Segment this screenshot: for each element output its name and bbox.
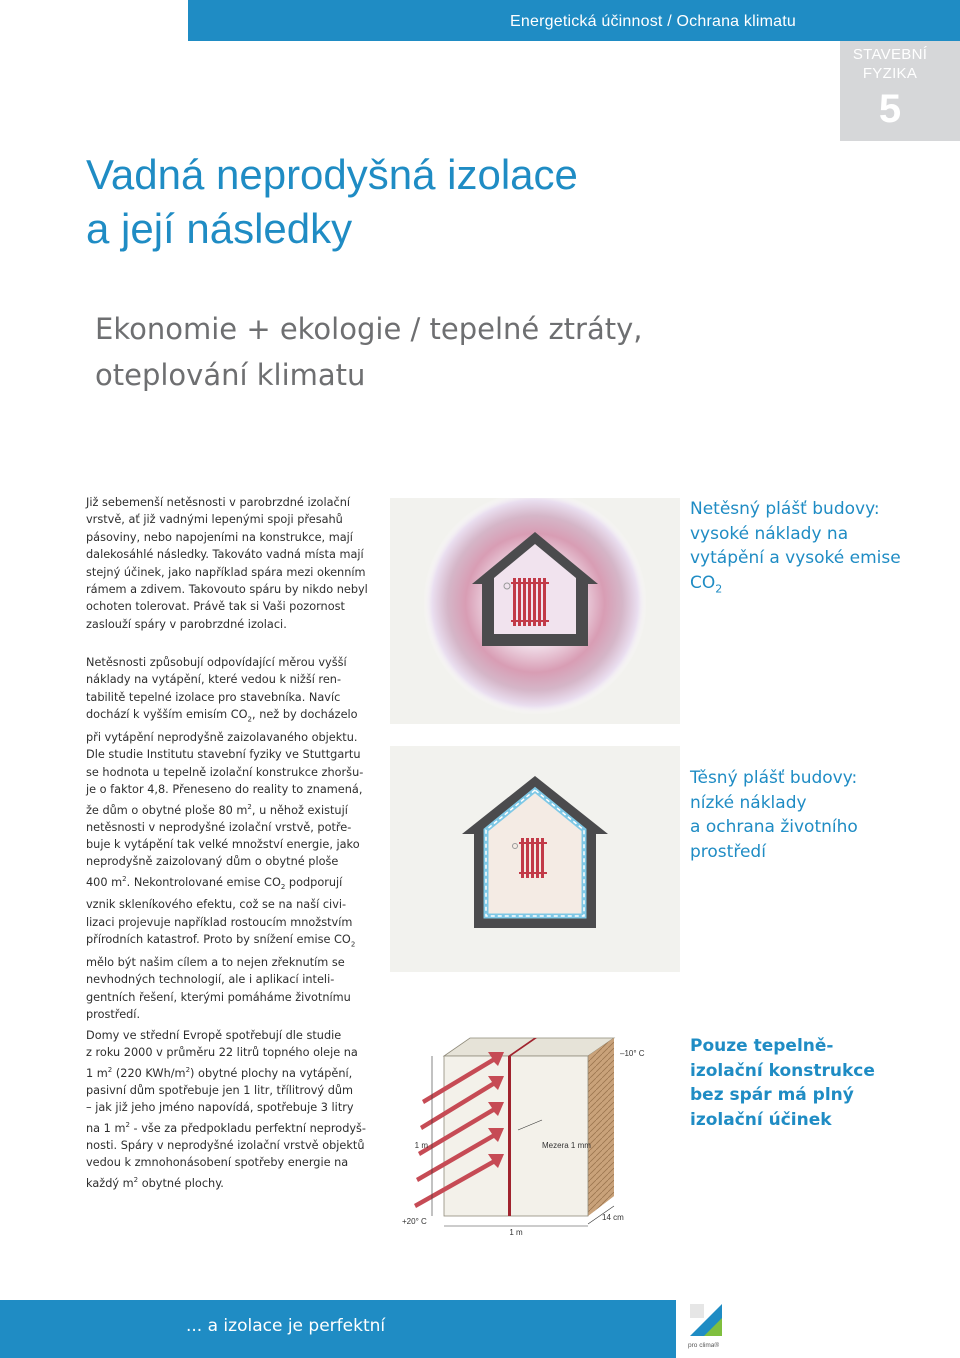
text-line: rámem a zdivem. Takovouto spáru by nikdo nebyl xyxy=(86,583,368,597)
wall-block xyxy=(444,1038,614,1216)
page-title-line: a její následky xyxy=(86,205,353,252)
sidebar-line: Pouze tepelně- xyxy=(690,1036,834,1056)
paragraph-consumption xyxy=(86,1027,382,1192)
text-line: buje k vytápění tak velké množství energie, jako xyxy=(86,838,360,852)
sidebar-line: prostředí xyxy=(690,841,766,862)
tight-house-figure xyxy=(390,746,680,972)
text-line: stejný účinek, jako například spára mezi okenním xyxy=(86,565,366,579)
sidebar-line: izolační konstrukce xyxy=(690,1060,875,1081)
air-gap xyxy=(508,1056,511,1216)
sidebar-line: vytápění a vysoké emise xyxy=(690,548,901,568)
text-line: netěsnosti v neprodyšné izolační vrstvě, potře- xyxy=(86,820,352,834)
page-subtitle xyxy=(95,306,835,398)
chapter-label-line1: STAVEBNÍ xyxy=(852,46,928,63)
page-subtitle-line: oteplování klimatu xyxy=(95,358,366,392)
sidebar-line: nízké náklady xyxy=(690,792,807,813)
outside-temp-label: –10° C xyxy=(620,1049,645,1058)
leaky-house-figure xyxy=(390,498,680,724)
height-label: 1 m xyxy=(414,1141,428,1150)
text-line: – jak již jeho jméno napovídá, spotřebuje 3 litry xyxy=(86,1101,354,1115)
header-title: Energetická účinnost / Ochrana klimatu xyxy=(510,13,796,30)
sidebar-line: izolační účinek xyxy=(690,1109,832,1130)
page-title xyxy=(86,148,786,256)
text-line: pasivní dům spotřebuje jen 1 litr, třílitrový dům xyxy=(86,1083,354,1097)
thickness-label: 14 cm xyxy=(602,1213,624,1222)
text-line: na 1 $m^2$ - vše za předpokladu perfektní neprodyš- xyxy=(86,1120,367,1135)
gap-label: Mezera 1 mm xyxy=(542,1141,591,1150)
text-line: nevhodných technologií, ale i aplikací inteli- xyxy=(86,973,335,987)
text-line: vedou k zmnohonásobení spotřeby energie na xyxy=(86,1156,349,1170)
sidebar-tight-envelope xyxy=(690,766,930,864)
text-line: mělo být našim cílem a to nejen zřeknutím se xyxy=(86,955,345,969)
logo-text: pro clima® xyxy=(688,1342,720,1349)
text-line: Již sebemenší netěsnosti v parobrzdné izolační xyxy=(86,496,351,509)
sidebar-line: $CO_2$ xyxy=(690,572,723,595)
sidebar-line: bez spár má plný xyxy=(690,1085,854,1105)
width-label: 1 m xyxy=(509,1228,523,1237)
text-line: při vytápění neprodyšně zaizolavaného objektu. xyxy=(86,730,358,744)
text-line: neprodyšně zaizolovaný dům o obytné ploše xyxy=(86,855,339,869)
pro-clima-logo xyxy=(686,1300,726,1340)
text-line: zaslouží spáry v parobrzdné izolaci. xyxy=(86,617,287,631)
text-line: gentních řešení, kterými pomáháme životnímu xyxy=(86,990,351,1004)
text-line: dochází k vyšším emisím $CO_2$, než by docházelo xyxy=(86,708,358,724)
page-subtitle-line: Ekonomie + ekologie / tepelné ztráty, xyxy=(95,312,643,346)
page-title-line: Vadná neprodyšná izolace xyxy=(86,151,578,198)
text-line: tabilitě tepelné izolace pro stavebníka. Navíc xyxy=(86,690,341,704)
text-line: náklady na vytápění, které vedou k nižší ren- xyxy=(86,673,342,687)
chapter-number: 5 xyxy=(878,87,902,131)
text-line: je o faktor 4,8. Přeneseno do reality to znamená, xyxy=(86,783,363,797)
text-line: dalekosáhlé následky. Takováto vadná místa mají xyxy=(86,548,364,562)
text-line: se hodnota u tepelně izolační konstrukce zhoršu- xyxy=(86,765,364,779)
text-line: vrstvě, ať již vadnými lepenými spoji přesahů xyxy=(86,513,343,527)
wall-gap-figure xyxy=(392,1030,682,1248)
paragraph-costs xyxy=(86,654,382,1023)
sidebar-leaky-envelope xyxy=(690,497,930,601)
text-line: každý $m^2$ obytné plochy. xyxy=(86,1175,224,1190)
text-line: Domy ve střední Evropě spotřebují dle studie xyxy=(86,1029,342,1042)
text-line: Netěsnosti způsobují odpovídající měrou vyšší xyxy=(86,656,347,669)
text-line: přírodních katastrof. Proto by snížení emise $CO_2$ xyxy=(86,933,356,949)
text-line: Dle studie Institutu stavební fyziky ve Stuttgartu xyxy=(86,748,361,762)
sidebar-line: Netěsný plášť budovy: xyxy=(690,499,880,519)
text-line: lizaci projevuje například rostoucím množstvím xyxy=(86,915,353,929)
paragraph-intro xyxy=(86,494,382,633)
text-line: prostředí. xyxy=(86,1008,141,1021)
text-line: z roku 2000 v průměru 22 litrů topného oleje na xyxy=(86,1046,358,1060)
text-line: 1 $m^2$ (220 KWh/$m^2$) obytné plochy na vytápění, xyxy=(86,1065,353,1080)
text-line: ochoten tolerovat. Právě tak si Vaši pozornost xyxy=(86,600,345,614)
chapter-tab xyxy=(840,41,960,141)
footer-slogan: ... a izolace je perfektní xyxy=(186,1316,386,1336)
inside-temp-label: +20° C xyxy=(402,1217,427,1226)
text-line: pásoviny, nebo napojeními na konstrukce, mají xyxy=(86,530,353,544)
sidebar-line: vysoké náklady na xyxy=(690,523,849,544)
text-line: že dům o obytné ploše 80 $m^2$, u něhož existují xyxy=(86,802,348,817)
text-line: vznik skleníkového efektu, což se na naší civi- xyxy=(86,898,347,912)
chapter-label-line2: FYZIKA xyxy=(862,65,918,82)
text-line: 400 $m^2$. Nekontrolované emise $CO_2$ podporují xyxy=(86,874,343,891)
sidebar-line: a ochrana životního xyxy=(690,817,858,837)
sidebar-insulation-effect xyxy=(690,1034,930,1132)
sidebar-line: Těsný plášť budovy: xyxy=(690,768,858,788)
header-bar xyxy=(188,0,960,41)
text-line: nosti. Spáry v neprodyšné izolační vrstvě objektů xyxy=(86,1138,365,1152)
